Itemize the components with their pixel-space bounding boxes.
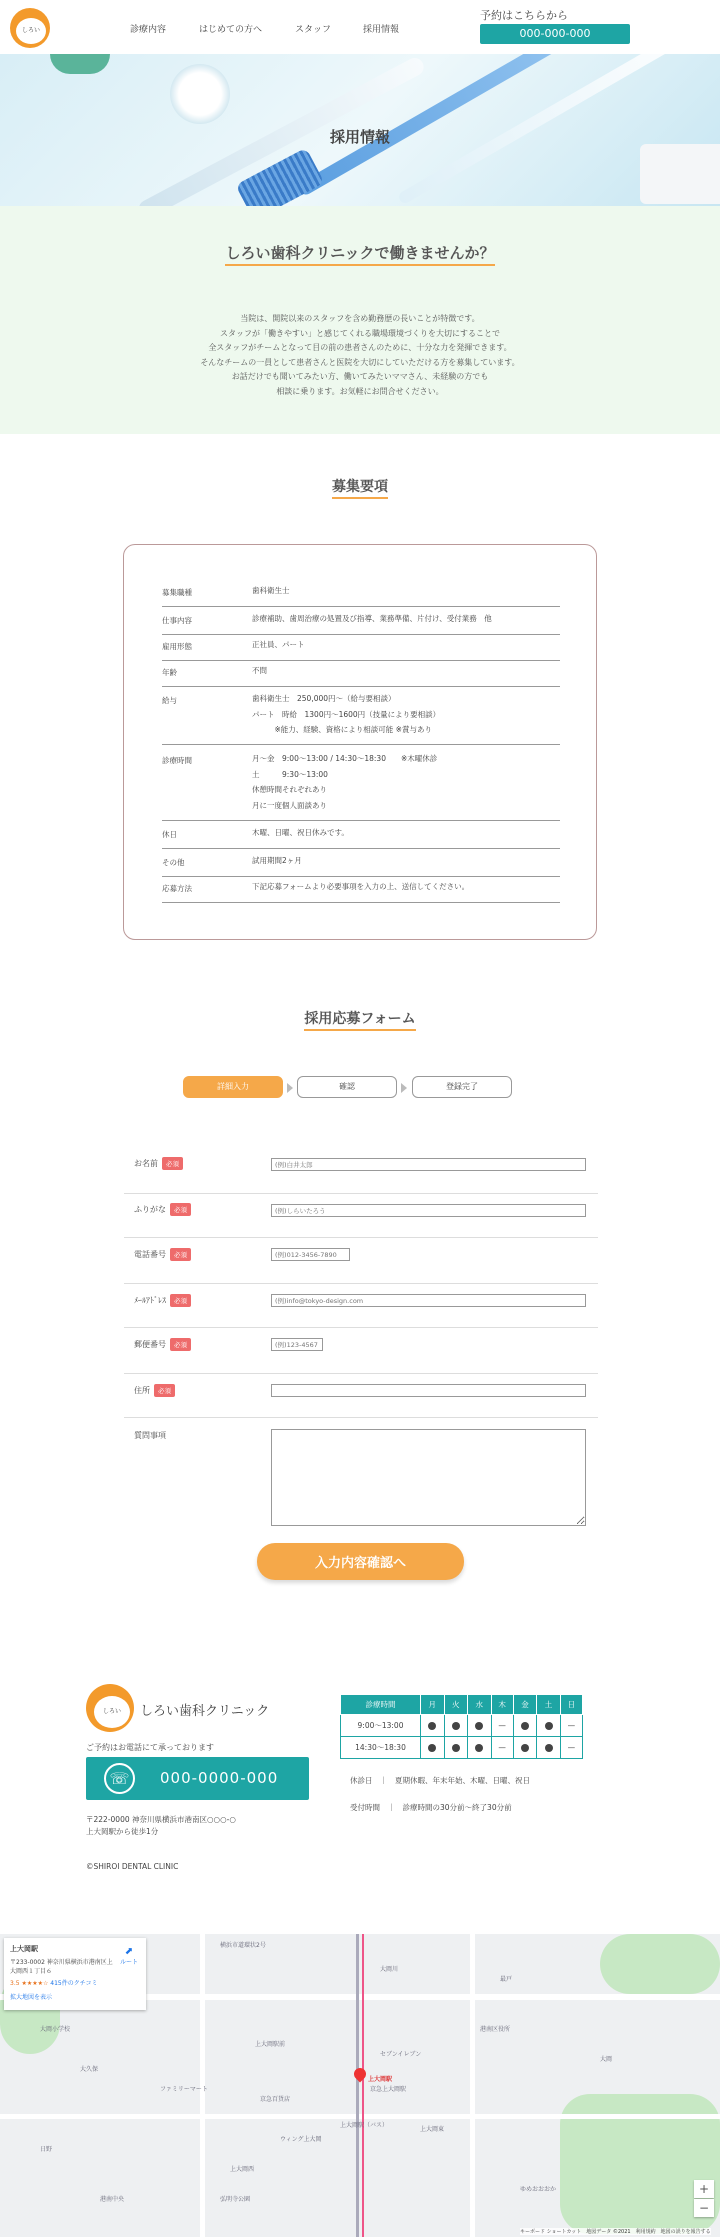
field-label-text: ﾒｰﾙｱﾄﾞﾚｽ bbox=[134, 1296, 166, 1305]
phone-input[interactable] bbox=[271, 1248, 350, 1261]
requirement-row bbox=[162, 615, 560, 635]
requirement-key: 雇用形態 bbox=[162, 642, 192, 651]
site-header bbox=[0, 0, 720, 54]
intro-line: そんなチームの一員として患者さんと医院を大切にしていただける方を募集しています。 bbox=[200, 357, 520, 367]
map-label: 大岡小学校 bbox=[40, 2026, 71, 2033]
open-dot-icon bbox=[452, 1744, 460, 1752]
step-complete: 登録完了 bbox=[412, 1076, 512, 1098]
furigana-input[interactable] bbox=[271, 1204, 586, 1217]
map-label: 最戸 bbox=[500, 1976, 513, 1983]
requirement-value-line: 正社員、パート bbox=[252, 640, 305, 649]
map-label: 京急百貨店 bbox=[260, 2096, 291, 2103]
footer-clinic-name: しろい歯科クリニック bbox=[140, 1704, 270, 1719]
map-label: 大岡川 bbox=[380, 1966, 399, 1973]
reservation-phone-button[interactable]: 000-000-000 bbox=[480, 24, 630, 44]
map-label: ファミリーマート bbox=[160, 2086, 208, 2093]
open-dot-icon bbox=[545, 1744, 553, 1752]
form-row-postal bbox=[124, 1328, 598, 1374]
intro-line: 当院は、開院以来のスタッフを含め勤務歴の長いことが特徴です。 bbox=[240, 314, 480, 323]
hours-cell bbox=[444, 1737, 468, 1759]
map-station-label: 上大岡駅 bbox=[368, 2076, 393, 2083]
hours-header: 日 bbox=[560, 1695, 582, 1715]
map-bus-label: 上大岡駅（バス） bbox=[340, 2122, 389, 2129]
address-input[interactable] bbox=[271, 1384, 586, 1397]
intro-body bbox=[0, 312, 720, 399]
step-arrow-icon bbox=[401, 1083, 407, 1093]
map-label: 日野 bbox=[40, 2146, 53, 2153]
map-road bbox=[0, 2114, 720, 2119]
requirement-value bbox=[252, 691, 440, 738]
route-icon: ⬈ bbox=[124, 1946, 134, 1957]
hours-cell bbox=[537, 1715, 561, 1737]
field-label bbox=[134, 1157, 183, 1170]
map-label: 横浜市道環状2号 bbox=[220, 1942, 266, 1949]
map-card-rating: 3.5 ★★★★☆ bbox=[10, 1980, 49, 1987]
email-input[interactable] bbox=[271, 1294, 586, 1307]
requirement-value-line: 土 9:30〜13:00 bbox=[252, 769, 328, 779]
requirement-row bbox=[162, 857, 560, 877]
field-label-text: 郵便番号 bbox=[134, 1340, 166, 1349]
map-label: 港南区役所 bbox=[480, 2026, 511, 2033]
footer-logo[interactable] bbox=[86, 1684, 134, 1732]
hours-table bbox=[340, 1694, 583, 1759]
zoom-out-button[interactable]: − bbox=[694, 2199, 714, 2217]
hours-cell bbox=[421, 1737, 445, 1759]
requirement-value-line: 歯科衛生士 bbox=[252, 586, 290, 595]
form-title bbox=[0, 1008, 720, 1028]
requirement-row bbox=[162, 755, 560, 821]
name-input[interactable] bbox=[271, 1158, 586, 1171]
map-label: 港南中央 bbox=[100, 2196, 125, 2203]
map-card-reviews-link[interactable]: 415件のクチコミ bbox=[50, 1980, 98, 1987]
step-confirm: 確認 bbox=[297, 1076, 397, 1098]
hours-row bbox=[341, 1715, 583, 1737]
field-label bbox=[134, 1248, 191, 1261]
field-label bbox=[134, 1338, 191, 1351]
requirement-key: 年齢 bbox=[162, 668, 177, 677]
form-row-address bbox=[124, 1374, 598, 1418]
route-label: ルート bbox=[119, 1959, 138, 1966]
requirement-value-line: パート 時給 1300円〜1600円（技量により要相談） bbox=[252, 709, 441, 719]
nav-item-staff[interactable]: スタッフ bbox=[295, 25, 332, 35]
field-label bbox=[134, 1203, 191, 1216]
map-label: 大久保 bbox=[80, 2066, 99, 2073]
logo-text: しろい bbox=[94, 1696, 130, 1728]
requirements-title bbox=[0, 476, 720, 496]
open-dot-icon bbox=[475, 1744, 483, 1752]
hours-header: 土 bbox=[537, 1695, 561, 1715]
map-card-title: 上大岡駅 bbox=[10, 1945, 38, 1953]
map-info-card bbox=[4, 1938, 146, 2010]
logo-text: しろい bbox=[16, 18, 46, 44]
intro-line: 全スタッフがチームとなって目の前の患者さんのために、十分な力を発揮できます。 bbox=[208, 343, 512, 352]
required-badge: 必須 bbox=[170, 1294, 191, 1307]
requirement-row bbox=[162, 829, 560, 849]
map-label: 京急上大岡駅 bbox=[370, 2086, 407, 2093]
map-card-address: 大岡西１丁目６ bbox=[10, 1968, 53, 1975]
hours-cell bbox=[513, 1715, 537, 1737]
open-dot-icon bbox=[475, 1722, 483, 1730]
requirement-key: 応募方法 bbox=[162, 884, 192, 893]
map-label: 上大岡駅前 bbox=[255, 2041, 286, 2048]
field-label bbox=[134, 1384, 175, 1397]
question-textarea[interactable] bbox=[271, 1429, 586, 1526]
requirements-title-text: 募集要項 bbox=[332, 479, 388, 499]
hours-cell bbox=[468, 1715, 492, 1737]
hours-cell: — bbox=[491, 1737, 513, 1759]
requirement-row bbox=[162, 883, 560, 903]
postal-code-input[interactable] bbox=[271, 1338, 323, 1351]
requirement-row bbox=[162, 641, 560, 661]
required-badge: 必須 bbox=[162, 1157, 183, 1170]
field-label bbox=[134, 1294, 191, 1307]
required-badge: 必須 bbox=[170, 1248, 191, 1261]
footer-phone-number: 000-0000-000 bbox=[160, 1769, 279, 1787]
step-arrow-icon bbox=[287, 1083, 293, 1093]
dental-mirror-image bbox=[170, 64, 230, 124]
form-title-text: 採用応募フォーム bbox=[304, 1011, 415, 1031]
requirement-key: 診療時間 bbox=[162, 756, 192, 765]
map-label: ゆめおおおか bbox=[520, 2186, 557, 2193]
requirement-value bbox=[252, 611, 492, 627]
step-details: 詳細入力 bbox=[183, 1076, 283, 1098]
map-label: 弘明寺公園 bbox=[220, 2196, 251, 2203]
open-dot-icon bbox=[428, 1744, 436, 1752]
requirement-value bbox=[252, 751, 437, 813]
map-label: 上大岡東 bbox=[420, 2126, 445, 2133]
hours-row bbox=[341, 1737, 583, 1759]
requirement-key: 給与 bbox=[162, 696, 177, 705]
open-dot-icon bbox=[452, 1722, 460, 1730]
requirement-value-line: 休憩時間それぞれあり bbox=[252, 785, 327, 794]
intro-headline bbox=[0, 242, 720, 263]
hours-header: 月 bbox=[421, 1695, 445, 1715]
requirements-table bbox=[123, 544, 597, 940]
map-card-address: 〒233-0002 神奈川県横浜市港南区上 bbox=[10, 1959, 113, 1966]
requirement-value bbox=[252, 637, 305, 653]
hours-cell: — bbox=[560, 1715, 582, 1737]
requirement-key: その他 bbox=[162, 858, 185, 867]
clinic-logo[interactable] bbox=[10, 8, 50, 48]
open-dot-icon bbox=[428, 1722, 436, 1730]
requirement-value bbox=[252, 583, 290, 599]
map-label: ウィング上大岡 bbox=[280, 2136, 322, 2143]
intro-line: スタッフが「働きやすい」と感じてくれる職場環境づくりを大切にすることで bbox=[220, 328, 500, 338]
hours-time: 9:00〜13:00 bbox=[341, 1715, 421, 1737]
reception-hours: 受付時間 ｜ 診療時間の30分前〜終了30分前 bbox=[350, 1803, 512, 1812]
requirement-value-line: 月に一度個人面談あり bbox=[252, 800, 327, 810]
confirm-submit-button[interactable]: 入力内容確認へ bbox=[257, 1543, 464, 1580]
form-row-phone bbox=[124, 1238, 598, 1284]
nav-item-recruit[interactable]: 採用情報 bbox=[363, 25, 400, 35]
requirement-value-line: 不問 bbox=[252, 666, 267, 675]
requirement-value-line: ※能力、経験、資格により相談可能 ※賞与あり bbox=[252, 725, 432, 734]
map-label: 大岡 bbox=[600, 2056, 613, 2063]
hours-header: 金 bbox=[513, 1695, 537, 1715]
map-enlarge-link[interactable]: 拡大地図を表示 bbox=[10, 1994, 53, 2001]
intro-line: お話だけでも聞いてみたい方、働いてみたいママさん、未経験の方でも bbox=[231, 372, 489, 381]
requirement-value bbox=[252, 879, 469, 895]
hours-cell bbox=[444, 1715, 468, 1737]
form-row-name bbox=[124, 1148, 598, 1194]
hours-cell bbox=[537, 1737, 561, 1759]
hours-header: 診療時間 bbox=[341, 1695, 421, 1715]
nav-item-treatment[interactable]: 診療内容 bbox=[130, 25, 167, 35]
footer-address bbox=[86, 1814, 236, 1838]
required-badge: 必須 bbox=[170, 1338, 191, 1351]
address-line: 上大岡駅から徒歩1分 bbox=[86, 1827, 159, 1836]
map-rail bbox=[356, 1934, 359, 2237]
required-badge: 必須 bbox=[154, 1384, 175, 1397]
form-row-furigana bbox=[124, 1194, 598, 1238]
hours-header: 木 bbox=[491, 1695, 513, 1715]
toothpaste-image bbox=[640, 144, 720, 204]
requirement-value-line: 下記応募フォームより必要事項を入力の上、送信してください。 bbox=[252, 882, 470, 891]
intro-section bbox=[0, 206, 720, 434]
requirement-row bbox=[162, 695, 560, 745]
form-row-question bbox=[124, 1418, 598, 1530]
field-label: 質問事項 bbox=[134, 1431, 166, 1440]
reservation-label: 予約はこちらから bbox=[480, 9, 568, 22]
hours-header: 火 bbox=[444, 1695, 468, 1715]
requirement-value bbox=[252, 825, 349, 841]
open-dot-icon bbox=[521, 1744, 529, 1752]
hours-header: 水 bbox=[468, 1695, 492, 1715]
requirement-key: 仕事内容 bbox=[162, 616, 192, 625]
phone-icon: ☏ bbox=[104, 1763, 135, 1794]
field-label-text: お名前 bbox=[134, 1159, 158, 1168]
map-footer: キーボード ショートカット 地図データ ©2021 利用規約 地図の誤りを報告する bbox=[520, 2229, 711, 2235]
field-label-text: 住所 bbox=[134, 1386, 150, 1395]
requirement-value bbox=[252, 853, 302, 869]
required-badge: 必須 bbox=[170, 1203, 191, 1216]
open-dot-icon bbox=[545, 1722, 553, 1730]
hero-banner bbox=[0, 54, 720, 206]
requirement-row bbox=[162, 667, 560, 687]
form-row-email bbox=[124, 1284, 598, 1328]
map-park bbox=[600, 1934, 720, 1994]
footer-phone-button[interactable] bbox=[86, 1757, 309, 1800]
requirement-value-line: 月〜金 9:00〜13:00 / 14:30〜18:30 ※木曜休診 bbox=[252, 754, 438, 763]
hours-cell bbox=[513, 1737, 537, 1759]
hero-decoration bbox=[50, 54, 110, 74]
map-road bbox=[470, 1934, 475, 2237]
address-line: 〒222-0000 神奈川県横浜市港南区○○○-○ bbox=[86, 1815, 236, 1824]
requirement-row bbox=[162, 587, 560, 607]
requirement-value-line: 木曜、日曜、祝日休みです。 bbox=[252, 828, 349, 837]
requirement-value-line: 歯科衛生士 250,000円〜（給与要相談） bbox=[252, 694, 396, 703]
field-label-text: ふりがな bbox=[134, 1205, 166, 1214]
footer-call-text: ご予約はお電話にて承っております bbox=[86, 1743, 214, 1752]
map-route-button[interactable] bbox=[120, 1946, 138, 1966]
nav-item-first-visit[interactable]: はじめての方へ bbox=[199, 25, 263, 35]
intro-headline-text: しろい歯科クリニックで働きませんか？ bbox=[225, 244, 494, 266]
hours-header-row bbox=[341, 1695, 583, 1715]
copyright: ©SHIROI DENTAL CLINIC bbox=[86, 1862, 179, 1871]
hours-cell bbox=[421, 1715, 445, 1737]
map-label: セブンイレブン bbox=[380, 2051, 422, 2058]
intro-line: 相談に乗ります。お気軽にお問合せください。 bbox=[276, 386, 444, 396]
hours-cell bbox=[468, 1737, 492, 1759]
map-label: 上大岡西 bbox=[230, 2166, 255, 2173]
requirement-value-line: 診療補助、歯周治療の処置及び指導、業務準備、片付け、受付業務 他 bbox=[252, 614, 492, 623]
google-map[interactable] bbox=[0, 1934, 720, 2237]
field-label-text: 電話番号 bbox=[134, 1250, 166, 1259]
hours-time: 14:30〜18:30 bbox=[341, 1737, 421, 1759]
requirement-key: 募集職種 bbox=[162, 588, 192, 597]
hours-cell: — bbox=[560, 1737, 582, 1759]
zoom-in-button[interactable]: + bbox=[694, 2180, 714, 2198]
hours-cell: — bbox=[491, 1715, 513, 1737]
map-rail bbox=[362, 1934, 364, 2237]
page-title: 採用情報 bbox=[329, 128, 390, 146]
open-dot-icon bbox=[521, 1722, 529, 1730]
requirement-key: 休日 bbox=[162, 830, 177, 839]
requirement-value-line: 試用期間2ヶ月 bbox=[252, 856, 302, 865]
requirement-value bbox=[252, 663, 267, 679]
closed-days: 休診日 ｜ 夏期休暇、年末年始、木曜、日曜、祝日 bbox=[350, 1776, 530, 1785]
